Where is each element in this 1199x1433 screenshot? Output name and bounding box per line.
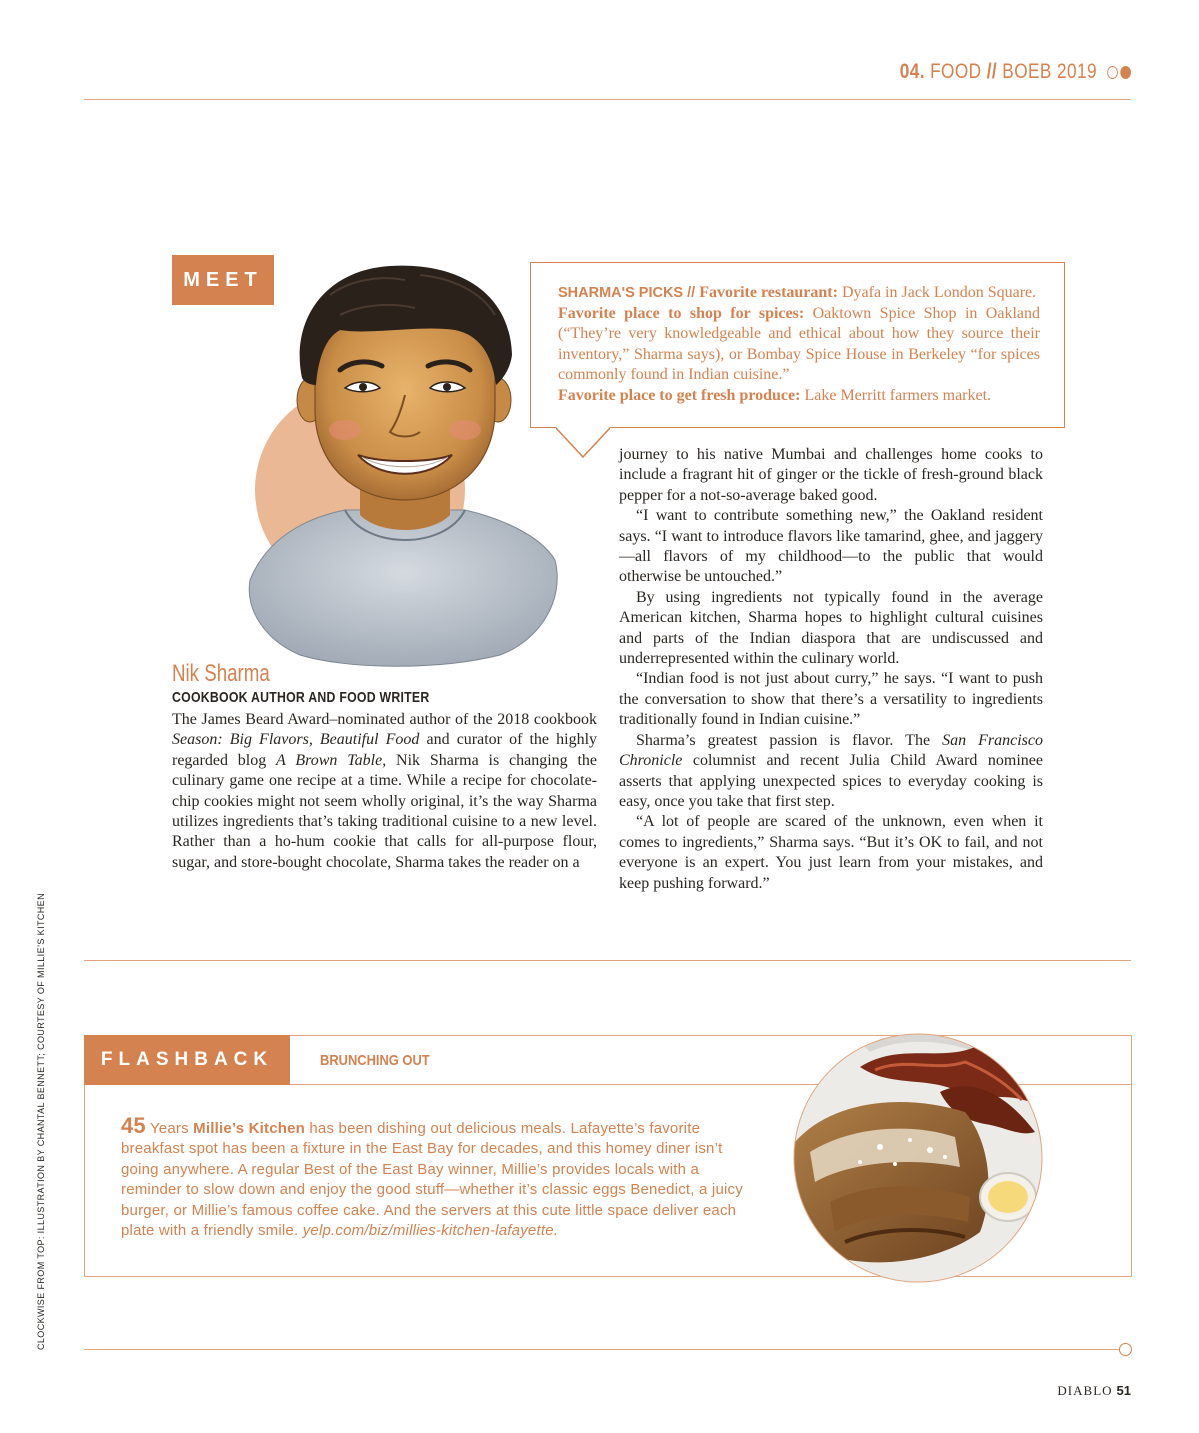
flashback-years-number: 45	[121, 1113, 146, 1138]
article-blog-title: A Brown Table	[276, 751, 383, 769]
french-toast-photo	[790, 1032, 1045, 1284]
flashback-body: has been dishing out delicious meals. Lafayette’s favorite breakfast spot has been a fixture in the East Bay for decades, and this homey diner isn’t going anywhere. A regular Best of the East Bay winner, Millie’s provides locals with a reminder to slow down and enjoy the good stuff—whether it’s classic eggs Benedict, a juicy burger, or Millie’s famous coffee cake. And the servers at this cute little space deliver each plate with a friendly smile.	[121, 1120, 743, 1240]
profile-name: Nik Sharma	[172, 660, 270, 687]
article-p2: “I want to contribute something new,” the Oakland resident says. “I want to introduce flavors like tamarind, ghee, and jaggery—all flavors of my childhood—to the public that would otherwise be untouched.”	[619, 507, 1043, 586]
article-p5-b: columnist and recent Julia Child Award nominee asserts that applying unexpected spices to everyday cooking is easy, once you take that first step.	[619, 752, 1043, 810]
article-p3: By using ingredients not typically found in the average American kitchen, Sharma hopes to highlight cultural cuisines and parts of the Indian diaspora that are undiscussed and underrepresented within the culinary world.	[619, 588, 1043, 668]
section-number: 04.	[899, 60, 926, 83]
section-separator: //	[986, 60, 998, 83]
photo-credit: CLOCKWISE FROM TOP: ILLUSTRATION BY CHANTAL BENNETT; COURTESY OF MILLIE’S KITCHEN	[36, 893, 46, 1350]
picks-heading: SHARMA'S PICKS //	[558, 285, 696, 301]
article-column-1	[172, 710, 597, 873]
portrait-illustration	[240, 260, 570, 670]
article-column-2	[619, 445, 1043, 894]
middle-rule	[84, 960, 1131, 961]
flashback-url[interactable]: yelp.com/biz/millies-kitchen-lafayette.	[302, 1222, 559, 1240]
article-p5-a: Sharma’s greatest passion is flavor. The	[636, 731, 943, 749]
article-p4: “Indian food is not just about curry,” he says. “I want to push the conversation to show that there’s a versatility to ingredients traditionally found in Indian cuisine.”	[619, 670, 1043, 729]
article-p6: “A lot of people are scared of the unknown, even when it comes to ingredients,” Sharma says. “But it’s OK to fail, and not everyone is an expert. You just learn from your mistakes, and keep pushing forward.”	[619, 813, 1043, 892]
bottom-circle-icon	[1119, 1343, 1132, 1356]
picks-spices-label: Favorite place to shop for spices:	[558, 304, 805, 322]
sharmas-picks-box	[530, 262, 1065, 428]
article-p1-b: and curator of the highly regarded blog	[172, 731, 598, 769]
picks-produce: Lake Merritt farmers market.	[804, 386, 992, 404]
article-p1-a: The James Beard Award–nominated author of the 2018 cookbook	[172, 711, 597, 728]
flashback-text	[121, 1113, 761, 1241]
magazine-name: DIABLO	[1057, 1383, 1113, 1398]
profile-role: COOKBOOK AUTHOR AND FOOD WRITER	[172, 689, 430, 706]
meet-tag: MEET	[172, 255, 274, 305]
top-rule	[84, 99, 1131, 100]
callout-tail-icon	[556, 427, 610, 459]
folio	[1057, 1383, 1131, 1399]
article-p1-continued: journey to his native Mumbai and challenges home cooks to include a fragrant hit of ginger or the tickle of fresh-ground black pepper for a not-so-average baked good.	[619, 446, 1043, 504]
article-newspaper-title: San Francisco Chronicle	[619, 731, 1044, 770]
issue-name: BOEB 2019	[1002, 60, 1098, 83]
flashback-restaurant: Millie’s Kitchen	[193, 1120, 306, 1137]
page-number: 51	[1116, 1383, 1131, 1398]
bottom-rule	[84, 1349, 1119, 1350]
article-book-title: Season: Big Flavors, Beautiful Food	[172, 731, 420, 749]
flashback-tag: FLASHBACK	[84, 1035, 290, 1085]
picks-restaurant-label: Favorite restaurant:	[699, 284, 838, 301]
section-name: FOOD	[930, 60, 982, 83]
picks-produce-label: Favorite place to get fresh produce:	[558, 386, 801, 404]
picks-spices: Oaktown Spice Shop in Oakland (“They’re very knowledgeable and ethical about how they source their inventory,” Sharma says), or Bombay Spice House in Berkeley “for spices commonly found in Indian cuisine.”	[558, 304, 1041, 383]
flashback-subtitle: BRUNCHING OUT	[320, 1052, 430, 1069]
section-header	[900, 60, 1131, 84]
picks-restaurant: Dyafa in Jack London Square.	[841, 284, 1037, 301]
header-dots-icon	[1107, 60, 1131, 84]
flashback-years-word: Years	[149, 1120, 189, 1137]
article-p1-c: , Nik Sharma is changing the culinary game one recipe at a time. While a recipe for chocolate-chip cookies might not seem wholly original, it’s the way Sharma utilizes ingredients that’s taking traditional cuisine to a new level. Rather than a ho-hum cookie that calls for all-purpose flour, sugar, and store-bought chocolate, Sharma takes the reader on a	[172, 751, 597, 871]
